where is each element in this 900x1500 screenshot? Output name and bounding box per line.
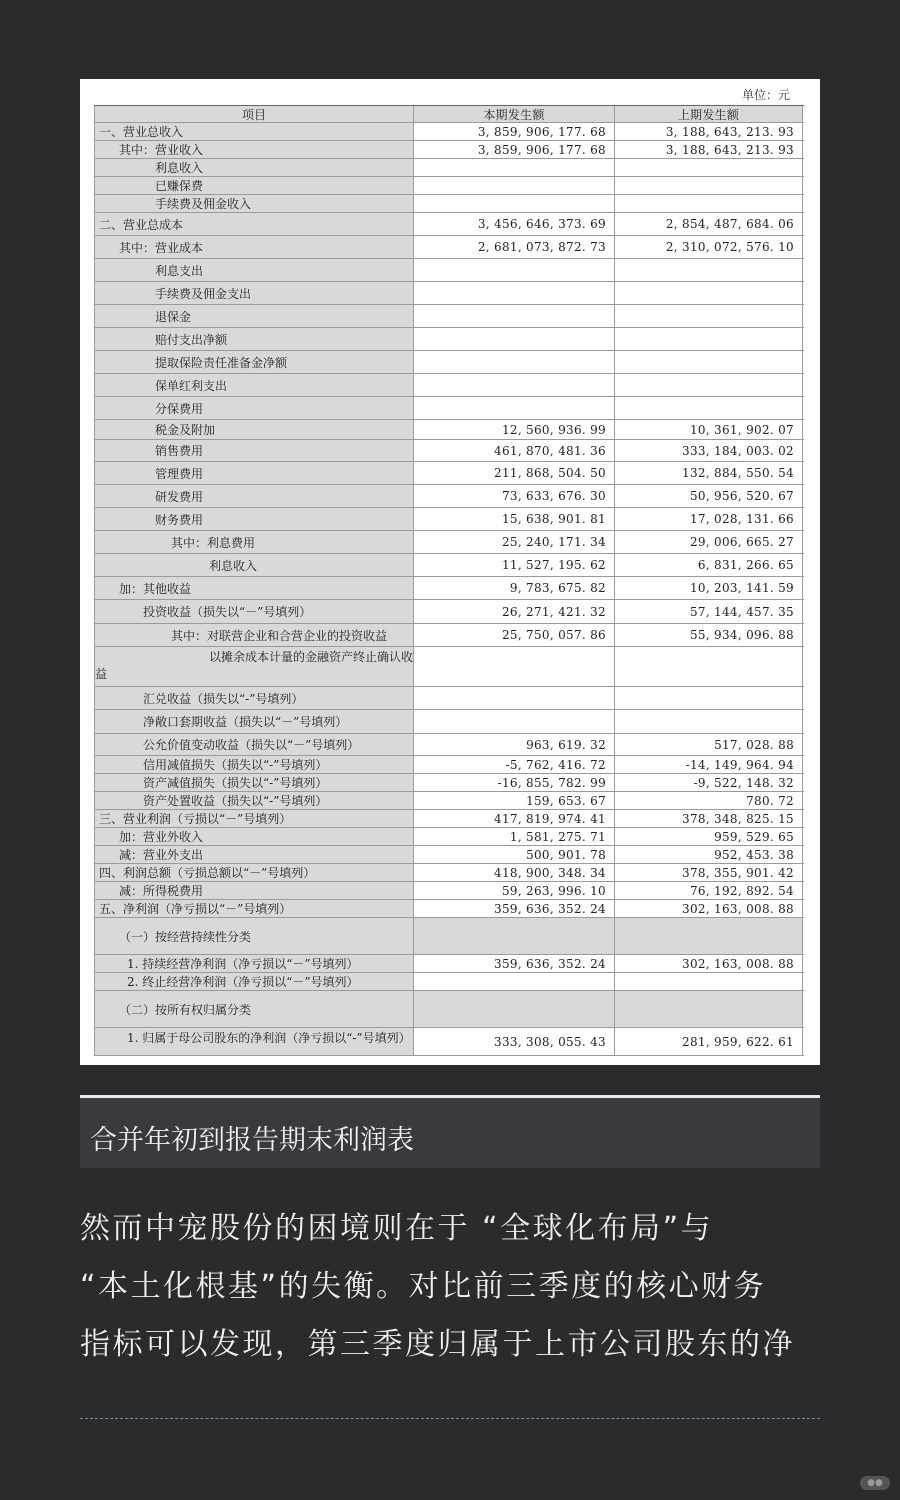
row-item-label: 五、净利润（净亏损以“－”号填列） [94, 900, 414, 917]
previous-period-value: 57, 144, 457. 35 [615, 600, 803, 623]
previous-period-value [615, 328, 803, 350]
image-caption [80, 1095, 820, 1168]
table-row [94, 828, 804, 846]
row-item-label: 以摊余成本计量的金融资产终止确认收益 [94, 647, 414, 686]
previous-period-value: 378, 355, 901. 42 [615, 864, 803, 881]
current-period-value: 9, 783, 675. 82 [414, 577, 615, 599]
row-item-label: 利息收入 [94, 554, 414, 576]
table-row [94, 687, 804, 710]
previous-period-value [615, 374, 803, 396]
current-period-value [414, 374, 615, 396]
table-row [94, 282, 804, 305]
row-item-label: 管理费用 [94, 462, 414, 484]
row-item-label: （一）按经营持续性分类 [94, 918, 414, 954]
table-row [94, 955, 804, 973]
header-item: 项目 [94, 106, 414, 122]
current-period-value: 211, 868, 504. 50 [414, 462, 615, 484]
table-row [94, 577, 804, 600]
current-period-value: 25, 240, 171. 34 [414, 531, 615, 553]
row-item-label: 公允价值变动收益（损失以“－”号填列） [94, 734, 414, 755]
table-row [94, 177, 804, 195]
row-item-label: 其中：利息费用 [94, 531, 414, 553]
table-row [94, 624, 804, 647]
row-item-label: 保单红利支出 [94, 374, 414, 396]
paragraph-line: 指标可以发现，第三季度归属于上市公司股东的净 [80, 1327, 795, 1362]
current-period-value [414, 991, 615, 1027]
table-row [94, 531, 804, 554]
row-item-label: 利息收入 [94, 159, 414, 176]
table-row [94, 236, 804, 259]
row-item-label: 减：所得税费用 [94, 882, 414, 899]
row-item-label: 其中：营业收入 [94, 141, 414, 158]
row-item-label: 手续费及佣金支出 [94, 282, 414, 304]
current-period-value: 418, 900, 348. 34 [414, 864, 615, 881]
current-period-value [414, 159, 615, 176]
previous-period-value: 50, 956, 520. 67 [615, 485, 803, 507]
row-item-label: 1. 归属于母公司股东的净利润（净亏损以“-”号填列） [94, 1028, 414, 1055]
table-row [94, 397, 804, 420]
current-period-value: -16, 855, 782. 99 [414, 774, 615, 791]
row-item-label: 利息支出 [94, 259, 414, 281]
current-period-value [414, 918, 615, 954]
paragraph-line: 然而中宠股份的困境则在于 “全球化布局”与 [80, 1211, 714, 1246]
table-row [94, 774, 804, 792]
current-period-value [414, 177, 615, 194]
current-period-value: -5, 762, 416. 72 [414, 756, 615, 773]
current-period-value: 3, 859, 906, 177. 68 [414, 123, 615, 140]
paragraph-line: “本土化根基”的失衡。对比前三季度的核心财务 [80, 1269, 767, 1304]
table-row [94, 1028, 804, 1056]
row-item-label: 提取保险责任准备金净额 [94, 351, 414, 373]
table-row [94, 734, 804, 756]
row-item-label: 加：其他收益 [94, 577, 414, 599]
previous-period-value [615, 710, 803, 733]
previous-period-value: 959, 529. 65 [615, 828, 803, 845]
table-row [94, 374, 804, 397]
current-period-value: 359, 636, 352. 24 [414, 900, 615, 917]
table-row [94, 159, 804, 177]
previous-period-value: 10, 361, 902. 07 [615, 420, 803, 439]
previous-period-value: 378, 348, 825. 15 [615, 810, 803, 827]
income-statement-table [94, 105, 804, 1056]
caption-text: 合并年初到报告期末利润表 [90, 1125, 414, 1156]
current-period-value: 3, 456, 646, 373. 69 [414, 213, 615, 235]
row-item-label: 一、营业总收入 [94, 123, 414, 140]
current-period-value: 461, 870, 481. 36 [414, 440, 615, 461]
row-item-label: 分保费用 [94, 397, 414, 419]
previous-period-value [615, 991, 803, 1027]
table-row [94, 485, 804, 508]
table-row [94, 846, 804, 864]
table-row [94, 259, 804, 282]
table-row [94, 123, 804, 141]
previous-period-value: 55, 934, 096. 88 [615, 624, 803, 646]
unit-label: 单位：元 [741, 88, 790, 102]
row-item-label: 四、利润总额（亏损总额以“－”号填列） [94, 864, 414, 881]
current-period-value [414, 710, 615, 733]
row-item-label: 资产处置收益（损失以“-”号填列） [94, 792, 414, 809]
row-item-label: 财务费用 [94, 508, 414, 530]
current-period-value [414, 195, 615, 212]
row-item-label: 其中：营业成本 [94, 236, 414, 258]
previous-period-value [615, 159, 803, 176]
previous-period-value [615, 647, 803, 686]
previous-period-value: 3, 188, 643, 213. 93 [615, 123, 803, 140]
table-header-row [94, 105, 804, 123]
row-item-label: 销售费用 [94, 440, 414, 461]
current-period-value [414, 328, 615, 350]
previous-period-value: 2, 854, 487, 684. 06 [615, 213, 803, 235]
table-row [94, 440, 804, 462]
current-period-value: 25, 750, 057. 86 [414, 624, 615, 646]
current-period-value: 3, 859, 906, 177. 68 [414, 141, 615, 158]
table-row [94, 991, 804, 1028]
previous-period-value: 281, 959, 622. 61 [615, 1028, 803, 1055]
current-period-value: 2, 681, 073, 872. 73 [414, 236, 615, 258]
previous-period-value: 302, 163, 008. 88 [615, 900, 803, 917]
previous-period-value: -9, 522, 148. 32 [615, 774, 803, 791]
current-period-value: 12, 560, 936. 99 [414, 420, 615, 439]
previous-period-value: 6, 831, 266. 65 [615, 554, 803, 576]
table-row [94, 810, 804, 828]
previous-period-value: 76, 192, 892. 54 [615, 882, 803, 899]
current-period-value: 1, 581, 275. 71 [414, 828, 615, 845]
previous-period-value: 132, 884, 550. 54 [615, 462, 803, 484]
table-row [94, 213, 804, 236]
row-item-label: 净敞口套期收益（损失以“－”号填列） [94, 710, 414, 733]
previous-period-value [615, 282, 803, 304]
current-period-value [414, 397, 615, 419]
table-row [94, 647, 804, 687]
current-period-value [414, 647, 615, 686]
current-period-value: 15, 638, 901. 81 [414, 508, 615, 530]
table-row [94, 554, 804, 577]
row-item-label: （二）按所有权归属分类 [94, 991, 414, 1027]
row-item-label: 其中：对联营企业和合营企业的投资收益 [94, 624, 414, 646]
watermark-badge: ●● [860, 1476, 890, 1490]
previous-period-value [615, 687, 803, 709]
row-item-label: 减：营业外支出 [94, 846, 414, 863]
previous-period-value: 17, 028, 131. 66 [615, 508, 803, 530]
dashed-divider [80, 1418, 820, 1419]
table-row [94, 864, 804, 882]
previous-period-value: 302, 163, 008. 88 [615, 955, 803, 972]
table-row [94, 900, 804, 918]
previous-period-value [615, 351, 803, 373]
current-period-value: 11, 527, 195. 62 [414, 554, 615, 576]
header-previous-period: 上期发生额 [615, 106, 803, 122]
previous-period-value [615, 177, 803, 194]
row-item-label: 信用减值损失（损失以“-”号填列） [94, 756, 414, 773]
table-row [94, 351, 804, 374]
financial-statement-image [80, 79, 820, 1065]
table-row [94, 305, 804, 328]
article-paragraph [80, 1200, 825, 1374]
previous-period-value: 3, 188, 643, 213. 93 [615, 141, 803, 158]
current-period-value [414, 973, 615, 990]
current-period-value: 26, 271, 421. 32 [414, 600, 615, 623]
row-item-label: 税金及附加 [94, 420, 414, 439]
row-item-label: 投资收益（损失以“－”号填列） [94, 600, 414, 623]
previous-period-value: 333, 184, 003. 02 [615, 440, 803, 461]
current-period-value [414, 259, 615, 281]
current-period-value [414, 687, 615, 709]
row-item-label: 二、营业总成本 [94, 213, 414, 235]
table-row [94, 882, 804, 900]
current-period-value: 963, 619. 32 [414, 734, 615, 755]
current-period-value [414, 282, 615, 304]
current-period-value: 417, 819, 974. 41 [414, 810, 615, 827]
current-period-value: 333, 308, 055. 43 [414, 1028, 615, 1055]
current-period-value: 59, 263, 996. 10 [414, 882, 615, 899]
table-row [94, 141, 804, 159]
previous-period-value [615, 397, 803, 419]
current-period-value [414, 305, 615, 327]
previous-period-value: -14, 149, 964. 94 [615, 756, 803, 773]
row-item-label: 资产减值损失（损失以“-”号填列） [94, 774, 414, 791]
previous-period-value [615, 259, 803, 281]
table-row [94, 462, 804, 485]
table-row [94, 508, 804, 531]
row-item-label: 2. 终止经营净利润（净亏损以“－”号填列） [94, 973, 414, 990]
previous-period-value [615, 305, 803, 327]
table-row [94, 756, 804, 774]
previous-period-value: 780. 72 [615, 792, 803, 809]
current-period-value: 73, 633, 676. 30 [414, 485, 615, 507]
table-row [94, 420, 804, 440]
header-current-period: 本期发生额 [414, 106, 615, 122]
previous-period-value: 517, 028. 88 [615, 734, 803, 755]
previous-period-value: 2, 310, 072, 576. 10 [615, 236, 803, 258]
current-period-value [414, 351, 615, 373]
table-row [94, 918, 804, 955]
table-row [94, 710, 804, 734]
previous-period-value [615, 973, 803, 990]
row-item-label: 赔付支出净额 [94, 328, 414, 350]
previous-period-value [615, 195, 803, 212]
table-row [94, 973, 804, 991]
row-item-label: 退保金 [94, 305, 414, 327]
table-row [94, 600, 804, 624]
current-period-value: 359, 636, 352. 24 [414, 955, 615, 972]
current-period-value: 500, 901. 78 [414, 846, 615, 863]
previous-period-value: 10, 203, 141. 59 [615, 577, 803, 599]
row-item-label: 加：营业外收入 [94, 828, 414, 845]
table-row [94, 328, 804, 351]
row-item-label: 汇兑收益（损失以“-”号填列） [94, 687, 414, 709]
row-item-label: 已赚保费 [94, 177, 414, 194]
row-item-label: 研发费用 [94, 485, 414, 507]
previous-period-value [615, 918, 803, 954]
previous-period-value: 29, 006, 665. 27 [615, 531, 803, 553]
previous-period-value: 952, 453. 38 [615, 846, 803, 863]
row-item-label: 1. 持续经营净利润（净亏损以“－”号填列） [94, 955, 414, 972]
table-row [94, 792, 804, 810]
current-period-value: 159, 653. 67 [414, 792, 615, 809]
table-row [94, 195, 804, 213]
row-item-label: 手续费及佣金收入 [94, 195, 414, 212]
row-item-label: 三、营业利润（亏损以“－”号填列） [94, 810, 414, 827]
